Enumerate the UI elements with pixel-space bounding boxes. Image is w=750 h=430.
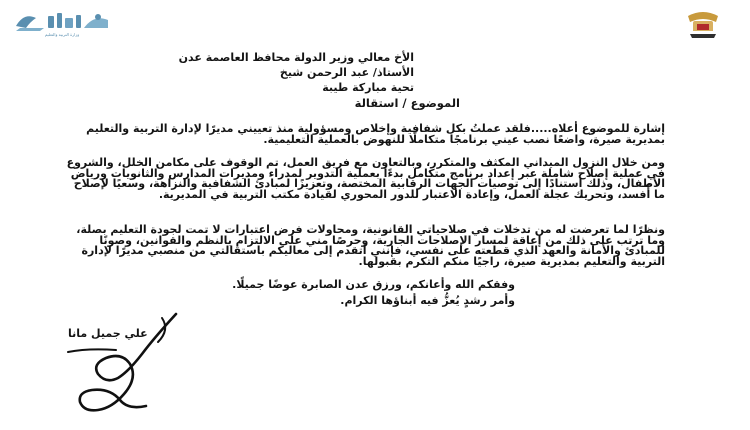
subject-line: الموضوع / استقالة bbox=[354, 96, 460, 110]
addressee-line-2: الأستاذ/ عبد الرحمن شيخ bbox=[279, 66, 414, 79]
closing-line-2: وأمر رشدٍ يُعزُّ فيه أبناؤها الكرام. bbox=[340, 294, 515, 307]
body-paragraph-1: إشارة للموضوع أعلاه.....فلقد عملتُ بكل شفافية وإخلاص ومسؤولية منذ تعييني مديرًا لإدارة التربية والتعليم بمديرية صيرة، واضعًا نصب عيني برنامجًا متكاملًا للنهوض بالعملية التعليمية. bbox=[86, 122, 665, 146]
greeting: تحية مباركة طيبة bbox=[322, 81, 414, 94]
signatory-name: علي جميل مانا bbox=[68, 327, 148, 340]
yemen-coat-of-arms-icon bbox=[684, 10, 722, 40]
body-paragraph-3: ونظرًا لما تعرضت له من تدخلات في صلاحياتي القانونية، ومحاولات فرض اعتبارات لا تمت لجودة التعليم بصلة، وما ترتب على ذلك من إعاقة لمسار الإصلاحات الجارية، وحرصًا مني على الالتزام بالنظم والقوانين، وصونًا للمبادئ والأمانة والعهد الذي قطعته على نفسي، فإنني أتقدم إلى معاليكم باستقالتي من منصبي مديرًا لإدارة التربية والتعليم بمديرية صيرة، راجيًا منكم التكرم بقبولها. bbox=[76, 223, 665, 268]
closing-line-1: وفقكم الله وأعانكم، ورزق عدن الصابرة عوضًا جميلًا. bbox=[232, 278, 515, 291]
handwritten-signature bbox=[58, 308, 198, 420]
body-paragraph-2: ومن خلال النزول الميداني المكثف والمتكرر، وبالتعاون مع فريق العمل، تم الوقوف على مكامن الخلل، والشروع في عملية إصلاح شاملة عبر إعداد برنامج متكامل بدءًا بعملية التدوير لمدراء ومديرات المدارس والثانويات ورياض الأطفال، وذلك استنادًا إلى توصيات الجهات الرقابية المختصة، وتعزيزًا لمبادئ الشفافية والنزاهة، وسعيًا لإصلاح ما أُفسد، وتحريك عجلة العمل، وإعادة الاعتبار للدور المحوري لقيادة مكتب التربية في المديرية. bbox=[66, 156, 665, 201]
ministry-logo-caption: وزارة التربية والتعليم bbox=[44, 32, 80, 37]
addressee-line-1: الأخ معالي وزير الدولة محافظ العاصمة عدن bbox=[178, 51, 414, 64]
ministry-of-education-logo-icon bbox=[10, 8, 114, 42]
